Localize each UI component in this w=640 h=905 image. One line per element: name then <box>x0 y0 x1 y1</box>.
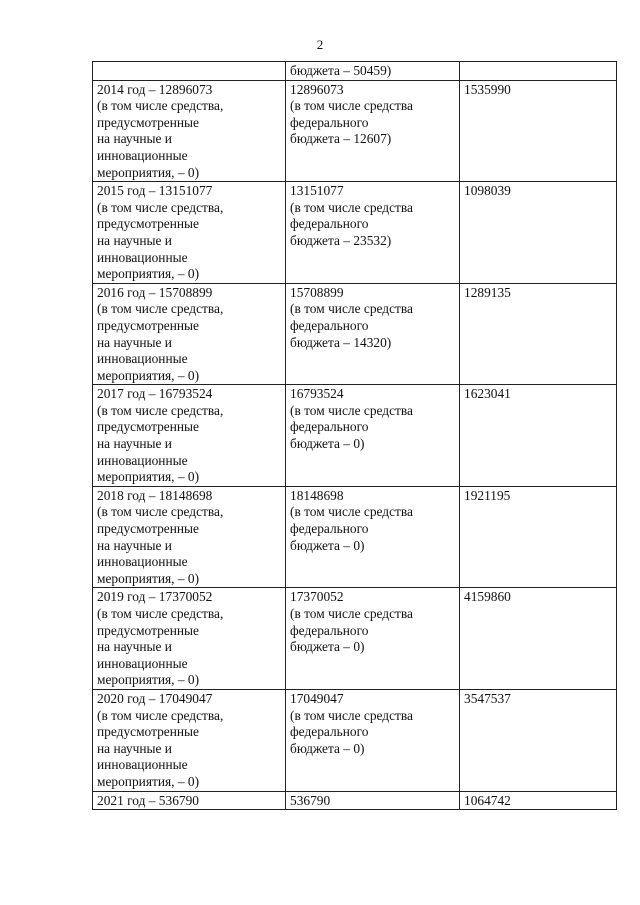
table-cell: бюджета – 50459) <box>286 62 460 81</box>
budget-table <box>92 61 617 810</box>
table-cell-amount: 1289135 <box>460 283 617 385</box>
table-cell-funding: 536790 <box>286 791 460 810</box>
table-cell-funding: 16793524 (в том числе средства федерального бюджета – 0) <box>286 385 460 487</box>
table-cell-year-total: 2017 год – 16793524 (в том числе средства, предусмотренные на научные и инновационные мероприятия, – 0) <box>93 385 286 487</box>
table-cell-year-total: 2016 год – 15708899 (в том числе средства, предусмотренные на научные и инновационные мероприятия, – 0) <box>93 283 286 385</box>
table-row <box>93 689 617 791</box>
table-cell <box>460 62 617 81</box>
table-cell-year-total: 2018 год – 18148698 (в том числе средства, предусмотренные на научные и инновационные мероприятия, – 0) <box>93 486 286 588</box>
table-row <box>93 791 617 810</box>
table-row <box>93 283 617 385</box>
table-cell-funding: 12896073 (в том числе средства федерального бюджета – 12607) <box>286 80 460 182</box>
table-cell-funding: 17049047 (в том числе средства федерального бюджета – 0) <box>286 689 460 791</box>
page-number: 2 <box>316 37 324 52</box>
table-cell-year-total: 2021 год – 536790 <box>93 791 286 810</box>
table-cell-amount: 1098039 <box>460 182 617 284</box>
table-cell-amount: 1064742 <box>460 791 617 810</box>
table-cell-amount: 1535990 <box>460 80 617 182</box>
table-row <box>93 80 617 182</box>
table-cell-funding: 13151077 (в том числе средства федерального бюджета – 23532) <box>286 182 460 284</box>
table-row <box>93 182 617 284</box>
table-cell-year-total: 2015 год – 13151077 (в том числе средства, предусмотренные на научные и инновационные мероприятия, – 0) <box>93 182 286 284</box>
table-cell-amount: 4159860 <box>460 588 617 690</box>
table-cell-amount: 1623041 <box>460 385 617 487</box>
table-cell-year-total: 2019 год – 17370052 (в том числе средства, предусмотренные на научные и инновационные мероприятия, – 0) <box>93 588 286 690</box>
table-row <box>93 62 617 81</box>
table-cell-year-total: 2020 год – 17049047 (в том числе средства, предусмотренные на научные и инновационные мероприятия, – 0) <box>93 689 286 791</box>
table-cell-amount: 3547537 <box>460 689 617 791</box>
table-cell-funding: 18148698 (в том числе средства федерального бюджета – 0) <box>286 486 460 588</box>
table-cell-funding: 17370052 (в том числе средства федерального бюджета – 0) <box>286 588 460 690</box>
table-row <box>93 486 617 588</box>
table-cell <box>93 62 286 81</box>
table-cell-year-total: 2014 год – 12896073 (в том числе средства, предусмотренные на научные и инновационные мероприятия, – 0) <box>93 80 286 182</box>
table-row <box>93 385 617 487</box>
table-cell-funding: 15708899 (в том числе средства федерального бюджета – 14320) <box>286 283 460 385</box>
table-cell-amount: 1921195 <box>460 486 617 588</box>
table-row <box>93 588 617 690</box>
